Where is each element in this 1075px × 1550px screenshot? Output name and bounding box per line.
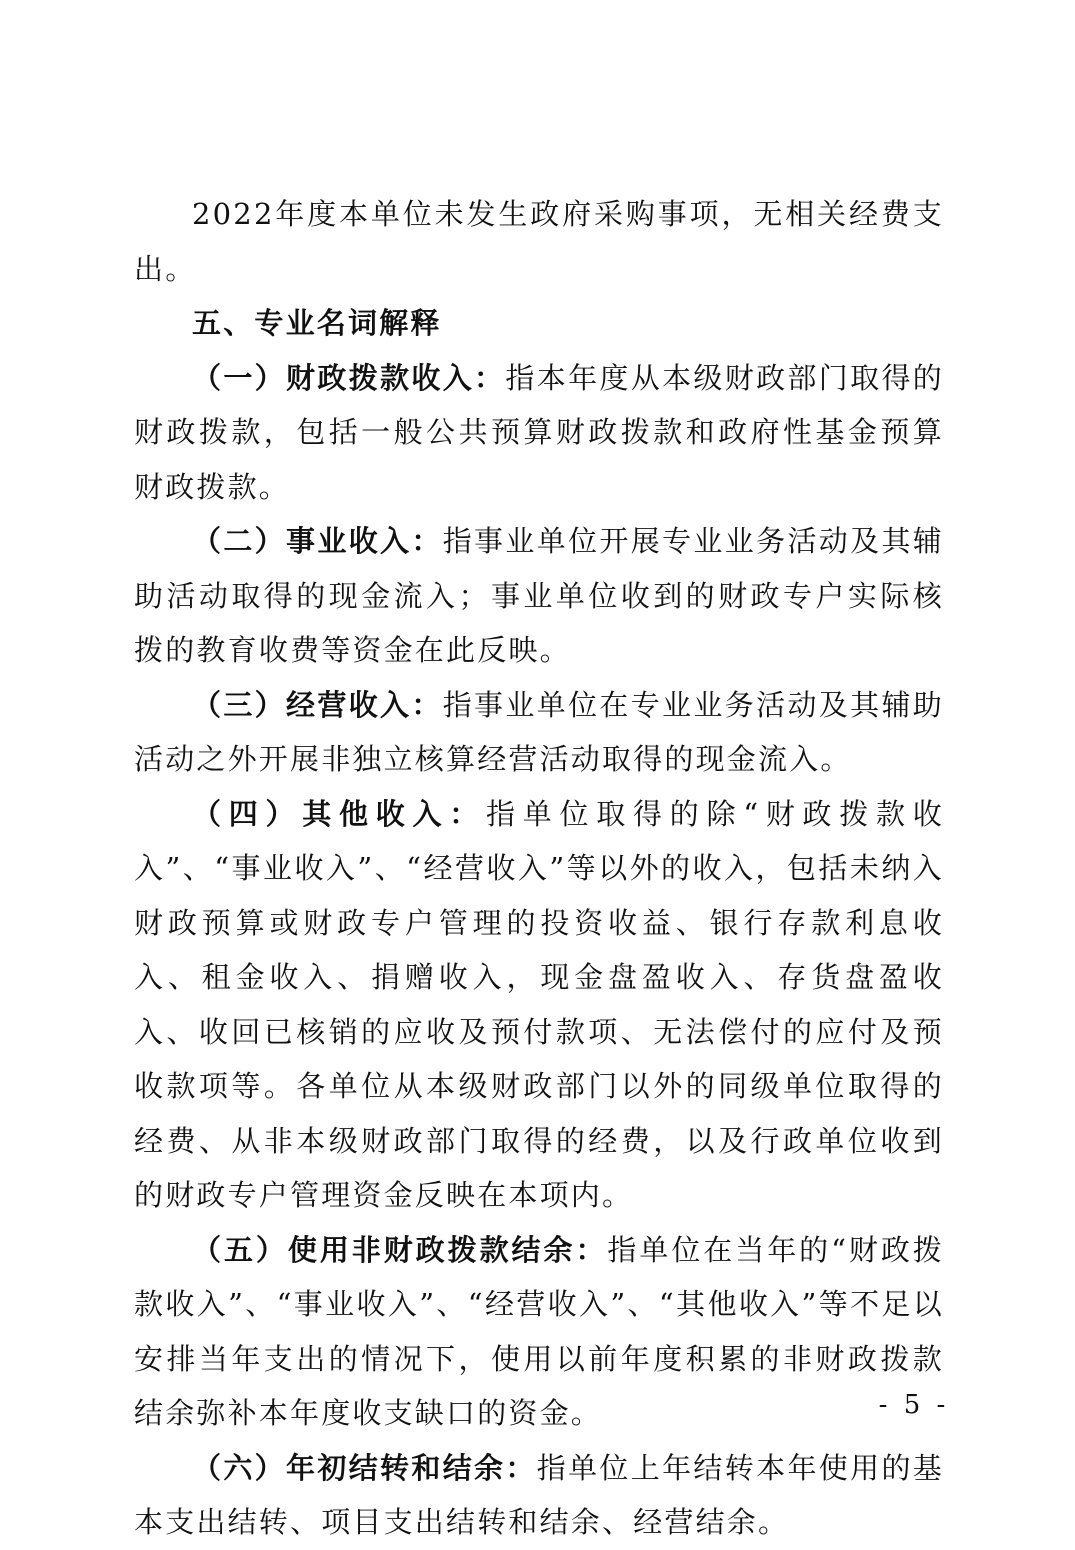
definition-term: （一）财政拨款收入： [192, 360, 506, 395]
document-body [134, 187, 944, 1550]
definition-text: 指事业单位开展专业业务活动及其辅助活动取得的现金流入；事业单位收到的财政专户实际核拨的教育收费等资金在此反映。 [134, 524, 944, 667]
intro-paragraph: 2022年度本单位未发生政府采购事项，无相关经费支出。 [134, 197, 944, 286]
page-number: - 5 - [878, 1390, 950, 1420]
definition-term: （三）经营收入： [192, 687, 443, 722]
definition-text: 指本年度从本级财政部门取得的财政拨款，包括一般公共预算财政拨款和政府性基金预算财政拨款。 [134, 360, 944, 504]
definition-term: （六）年初结转和结余： [192, 1450, 537, 1485]
definition-paragraph-1 [134, 351, 944, 515]
definition-paragraph-6 [134, 1441, 944, 1550]
definition-paragraph-4 [134, 787, 944, 1223]
definition-paragraph-3 [134, 678, 944, 787]
section-heading: 五、专业名词解释 [192, 306, 442, 340]
definition-text: 指单位取得的除“财政拨款收入”、“事业收入”、“经营收入”等以外的收入，包括未纳入财政预算或财政专户管理的投资收益、银行存款利息收入、租金收入、捐赠收入，现金盘盈收入、存货盘盈收入、收回已核销的应收及预付款项、无法偿付的应付及预收款项等。各单位从本级财政部门以外的同级单位取得的经费、从非本级财政部门取得的经费，以及行政单位收到的财政专户管理资金反映在本项内。 [134, 796, 944, 1212]
definition-paragraph-5 [134, 1223, 944, 1441]
definition-text: 指单位在当年的“财政拨款收入”、“事业收入”、“经营收入”、“其他收入”等不足以安排当年支出的情况下，使用以前年度积累的非财政拨款结余弥补本年度收支缺口的资金。 [134, 1232, 944, 1430]
definition-paragraph-2 [134, 514, 944, 678]
definition-term: （二）事业收入： [192, 524, 443, 558]
definition-term: （五）使用非财政拨款结余： [192, 1232, 608, 1267]
definition-text: 指单位上年结转本年使用的基本支出结转、项目支出结转和结余、经营结余。 [134, 1450, 944, 1539]
definition-term: （四）其他收入： [192, 796, 486, 831]
definition-text: 指事业单位在专业业务活动及其辅助活动之外开展非独立核算经营活动取得的现金流入。 [134, 687, 944, 776]
